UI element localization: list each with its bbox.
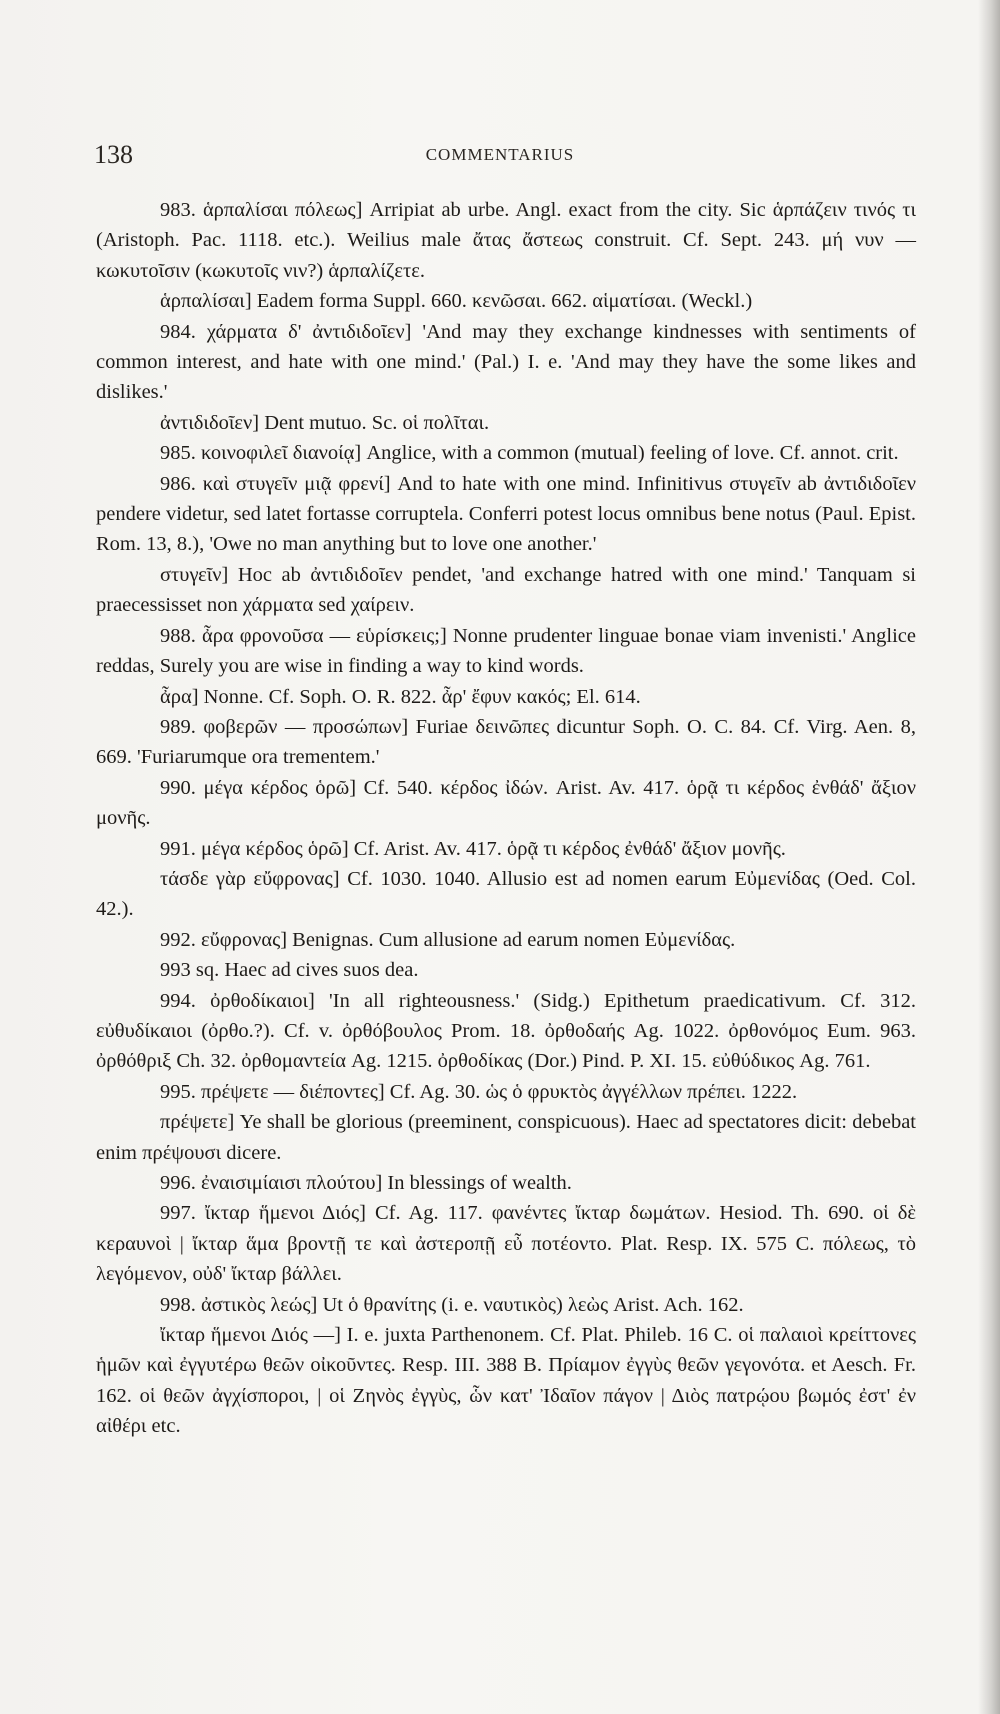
note-998: 998. ἀστικὸς λεώς] Ut ὁ θρανίτης (i. e. ναυτικὸς) λεὼς Arist. Ach. 162.	[160, 1293, 744, 1316]
note-993: 993 sq. Haec ad cives suos dea.	[160, 959, 419, 982]
note-992: 992. εὔφρονας] Benignas. Cum allusione ad earum nomen Εὐμενίδας.	[160, 928, 736, 951]
note-990: 990. μέγα κέρδος ὁρῶ] Cf. 540. κέρδος ἰδών. Arist. Av. 417. ὁρᾷ τι κέρδος ἐνθάδ' ἄξιον μονῆς.	[96, 776, 916, 830]
note-995: 995. πρέψετε — διέποντες] Cf. Ag. 30. ὡς ὁ φρυκτὸς ἀγγέλλων πρέπει. 1222.	[160, 1080, 798, 1103]
note-986: 986. καὶ στυγεῖν μιᾷ φρενί] And to hate with one mind. Infinitivus στυγεῖν ab ἀντιδιδοῖεν pendere videtur, sed latet fortasse corruptela. Conferri potest locus omnibus bene notus (Paul. Epist. Rom. 13, 8.), 'Owe no man anything but to love one another.'	[96, 472, 916, 556]
page-number: 138	[94, 140, 133, 169]
note-991-sub: τάσδε γὰρ εὔφρονας] Cf. 1030. 1040. Allusio est ad nomen earum Εὐμενίδας (Oed. Col. 42.).	[96, 867, 916, 921]
note-996: 996. ἐναισιμίαισι πλούτου] In blessings of wealth.	[160, 1172, 572, 1194]
note-984: 984. χάρματα δ' ἀντιδιδοῖεν] 'And may they exchange kindnesses with sentiments of common interest, and hate with one mind.' (Pal.) I. e. 'And may they have the some likes and dislikes.'	[96, 320, 916, 404]
note-985: 985. κοινοφιλεῖ διανοίᾳ] Anglice, with a common (mutual) feeling of love. Cf. annot. crit.	[160, 442, 899, 465]
note-983-sub: ἁρπαλίσαι] Eadem forma Suppl. 660. κενῶσαι. 662. αἱματίσαι. (Weckl.)	[160, 290, 753, 313]
note-986-sub: στυγεῖν] Hoc ab ἀντιδιδοῖεν pendet, 'and exchange hatred with one mind.' Tanquam si praecessisset non χάρματα sed χαίρειν.	[96, 563, 916, 617]
note-989: 989. φοβερῶν — προσώπων] Furiae δεινῶπες dicuntur Soph. O. C. 84. Cf. Virg. Aen. 8, 669. 'Furiarumque ora trementem.'	[96, 715, 916, 769]
commentary-text	[96, 195, 916, 1442]
note-995-sub: πρέψετε] Ye shall be glorious (preeminent, conspicuous). Haec ad spectatores dicit: debebat enim πρέψουσι dicere.	[96, 1111, 916, 1164]
note-983: 983. ἁρπαλίσαι πόλεως] Arripiat ab urbe. Angl. exact from the city. Sic ἁρπάζειν τινός τι (Aristoph. Pac. 1118. etc.). Weilius male ἄτας ἄστεως construit. Cf. Sept. 243. μή νυν — κωκυτοῖσιν (κωκυτοῖς νιν?) ἁρπαλίζετε.	[96, 199, 916, 282]
page-fold-shadow	[978, 0, 1000, 1714]
note-994: 994. ὀρθοδίκαιοι] 'In all righteousness.' (Sidg.) Epithetum praedicativum. Cf. 312. εὐθυδίκαιοι (ὀρθο.?). Cf. v. ὀρθόβουλος Prom. 18. ὀρθοδαής Ag. 1022. ὀρθονόμος Eum. 963. ὀρθόθριξ Ch. 32. ὀρθομαντεία Ag. 1215. ὀρθοδίκας (Dor.) Pind. P. XI. 15. εὐθύδικος Ag. 761.	[96, 989, 916, 1073]
note-988-sub: ἆρα] Nonne. Cf. Soph. O. R. 822. ἆρ' ἔφυν κακός; El. 614.	[160, 685, 641, 708]
note-988: 988. ἆρα φρονοῦσα — εὑρίσκεις;] Nonne prudenter linguae bonae viam invenisti.' Anglice reddas, Surely you are wise in finding a way to kind words.	[96, 624, 916, 678]
note-997: 997. ἴκταρ ἥμενοι Διός] Cf. Ag. 117. φανέντες ἴκταρ δωμάτων. Hesiod. Th. 690. οἱ δὲ κεραυνοὶ | ἴκταρ ἅμα βροντῇ τε καὶ ἀστεροπῇ εὖ ποτέοντο. Plat. Resp. IX. 575 C. πόλεως, τὸ λεγόμενον, οὐδ' ἴκταρ βάλλει.	[96, 1202, 916, 1286]
running-title: COMMENTARIUS	[425, 145, 575, 164]
note-998-sub: ἴκταρ ἥμενοι Διός —] I. e. juxta Parthenonem. Cf. Plat. Phileb. 16 C. οἱ παλαιοὶ κρείττονες ἡμῶν καὶ ἐγγυτέρω θεῶν οἰκοῦντες. Resp. III. 388 B. Πρίαμον ἐγγὺς θεῶν γεγονότα. et Aesch. Fr. 162. οἱ θεῶν ἀγχίσποροι, | οἱ Ζηνὸς ἐγγὺς, ὧν κατ' Ἰδαῖον πάγον | Διὸς πατρῴου βωμός ἐστ' ἐν αἰθέρι etc.	[96, 1324, 916, 1438]
note-984-sub: ἀντιδιδοῖεν] Dent mutuo. Sc. οἱ πολῖται.	[160, 411, 490, 434]
note-991: 991. μέγα κέρδος ὁρῶ] Cf. Arist. Av. 417. ὁρᾷ τι κέρδος ἐνθάδ' ἄξιον μονῆς.	[160, 837, 786, 860]
